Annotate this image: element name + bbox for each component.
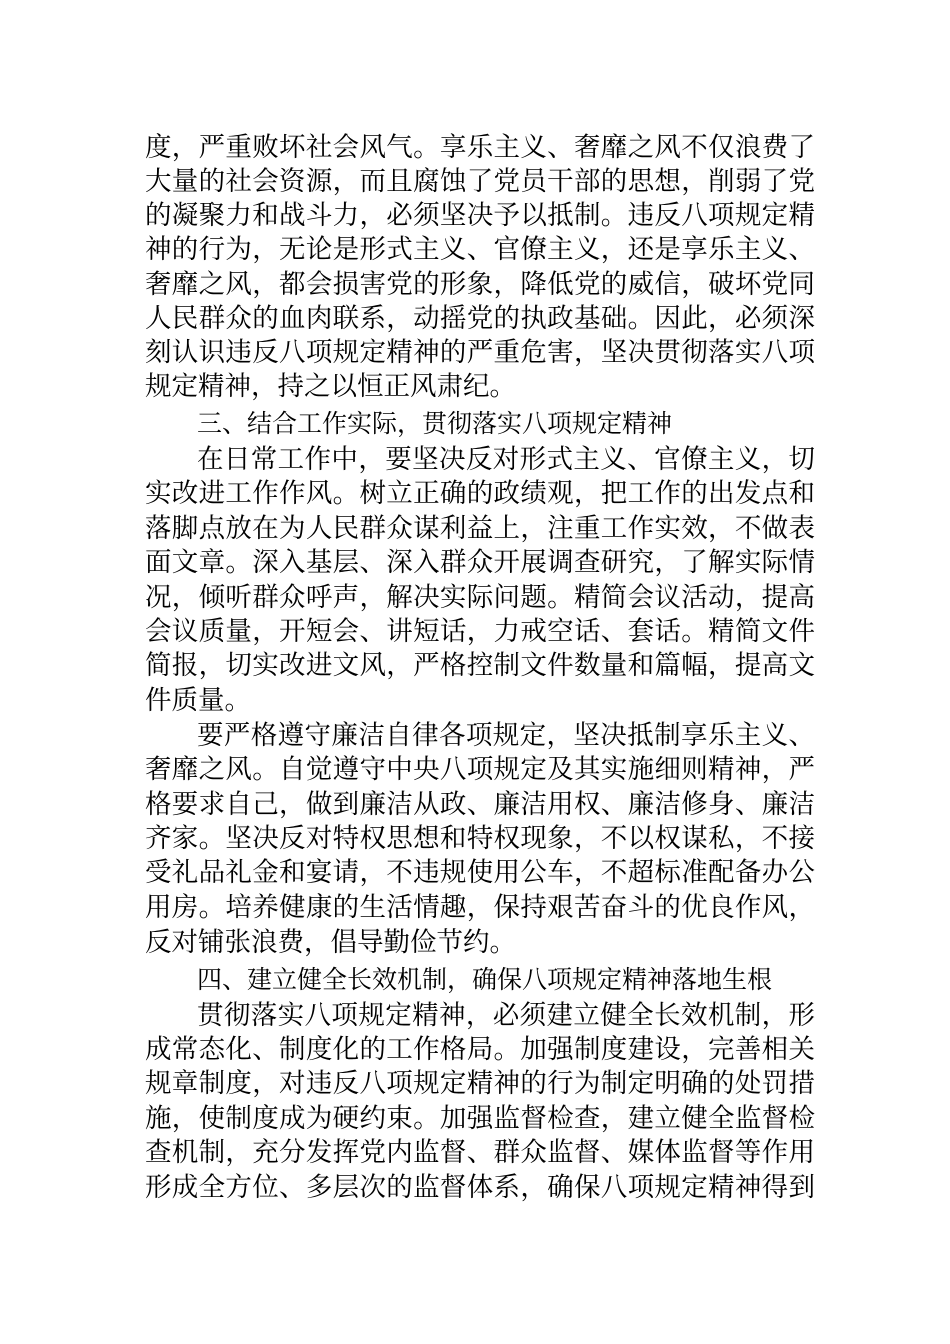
text-line: 况，倾听群众呼声，解决实际问题。精简会议活动，提高	[145, 582, 815, 613]
text-line: 简报，切实改进文风，严格控制文件数量和篇幅，提高文	[145, 650, 815, 681]
text-line: 奢靡之风。自觉遵守中央八项规定及其实施细则精神，严	[145, 754, 815, 785]
text-line: 落脚点放在为人民群众谋利益上，注重工作实效，不做表	[145, 513, 815, 544]
text-line: 奢靡之风，都会损害党的形象，降低党的威信，破坏党同	[145, 269, 815, 300]
text-line: 神的行为，无论是形式主义、官僚主义，还是享乐主义、	[145, 234, 815, 265]
text-line: 反对铺张浪费，倡导勤俭节约。	[145, 927, 516, 958]
text-line: 格要求自己，做到廉洁从政、廉洁用权、廉洁修身、廉洁	[145, 789, 815, 820]
text-line: 面文章。深入基层、深入群众开展调查研究，了解实际情	[145, 547, 815, 578]
text-line: 大量的社会资源，而且腐蚀了党员干部的思想，削弱了党	[145, 166, 815, 197]
text-line: 要严格遵守廉洁自律各项规定，坚决抵制享乐主义、	[197, 720, 815, 751]
text-line: 会议质量，开短会、讲短话，力戒空话、套话。精简文件	[145, 616, 815, 647]
text-line: 受礼品礼金和宴请，不违规使用公车，不超标准配备办公	[145, 857, 815, 888]
text-line: 形成全方位、多层次的监督体系，确保八项规定精神得到	[145, 1172, 815, 1203]
text-line: 度，严重败坏社会风气。享乐主义、奢靡之风不仅浪费了	[145, 132, 815, 163]
text-line: 规定精神，持之以恒正风肃纪。	[145, 371, 516, 402]
text-line: 规章制度，对违反八项规定精神的行为制定明确的处罚措	[145, 1068, 815, 1099]
text-line: 人民群众的血肉联系，动摇党的执政基础。因此，必须深	[145, 303, 815, 334]
text-line: 件质量。	[145, 685, 251, 716]
section-heading: 四、建立健全长效机制，确保八项规定精神落地生根	[197, 965, 773, 994]
text-line: 在日常工作中，要坚决反对形式主义、官僚主义，切	[197, 444, 815, 475]
text-line: 齐家。坚决反对特权思想和特权现象，不以权谋私，不接	[145, 823, 815, 854]
text-line: 用房。培养健康的生活情趣，保持艰苦奋斗的优良作风，	[145, 892, 815, 923]
text-line: 的凝聚力和战斗力，必须坚决予以抵制。违反八项规定精	[145, 200, 815, 231]
text-line: 实改进工作作风。树立正确的政绩观，把工作的出发点和	[145, 478, 815, 509]
section-heading: 三、结合工作实际，贯彻落实八项规定精神	[197, 409, 673, 438]
text-line: 施，使制度成为硬约束。加强监督检查，建立健全监督检	[145, 1103, 815, 1134]
text-line: 查机制，充分发挥党内监督、群众监督、媒体监督等作用	[145, 1137, 815, 1168]
text-line: 贯彻落实八项规定精神，必须建立健全长效机制，形	[197, 1000, 815, 1031]
text-line: 刻认识违反八项规定精神的严重危害，坚决贯彻落实八项	[145, 337, 815, 368]
text-line: 成常态化、制度化的工作格局。加强制度建设，完善相关	[145, 1034, 815, 1065]
